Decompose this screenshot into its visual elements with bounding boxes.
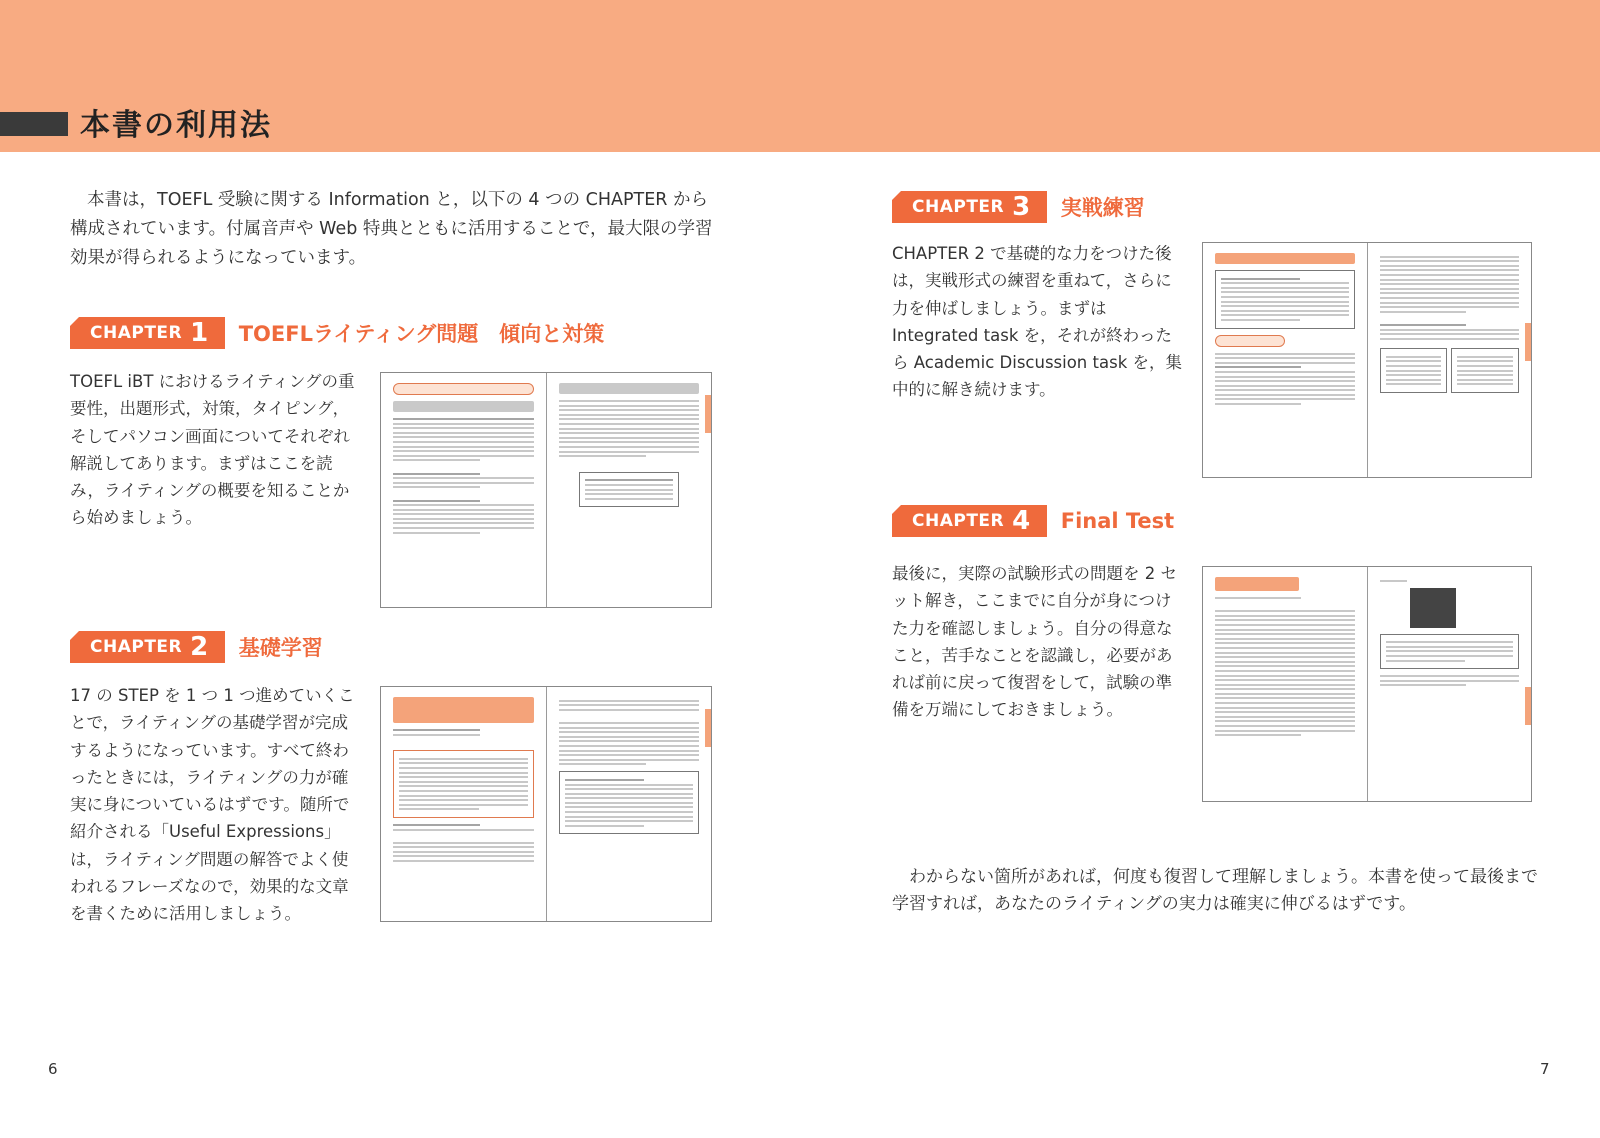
chapter-3-badge [892, 191, 1047, 223]
chapter-2-description: 17 の STEP を 1 つ 1 つ進めていくことで，ライティングの基礎学習が完成するようになっています。すべて終わったときには，ライティングの力が確実に身についているはずです。随所で紹介される「Useful Expressions」は，ライティング問題の解答でよく使われるフレーズなので，効果的な文章を書くために活用しましょう。 [70, 686, 355, 924]
thumbnail-left-page [381, 373, 546, 607]
chapter-1-description: TOEFL iBT におけるライティングの重要性，出題形式，対策，タイピング，そしてパソコン画面についてそれぞれ解説してあります。まずはここを読み，ライティングの概要を知ることから始めましょう。 [70, 372, 355, 528]
chapter-3-header [892, 190, 1145, 224]
chapter-4-spread-thumbnail [1202, 566, 1532, 802]
chapter-word: CHAPTER [912, 511, 1005, 531]
page-number-left: 6 [48, 1060, 58, 1078]
chapter-2-spread-thumbnail [380, 686, 712, 922]
chapter-2-title: 基礎学習 [238, 636, 323, 660]
intro-paragraph: 本書は，TOEFL 受験に関する Information と，以下の 4 つの CHAPTER から構成されています。付属音声や Web 特典とともに活用することで，最大限の学習効果が得られるようになっています。 [70, 190, 713, 268]
chapter-word: CHAPTER [912, 197, 1005, 217]
thumbnail-left-page [1203, 567, 1367, 801]
thumbnail-right-page [1367, 567, 1532, 801]
thumbnail-right-page [546, 373, 712, 607]
closing-paragraph: わからない箇所があれば，何度も復習して理解しましょう。本書を使って最後まで学習すれば，あなたのライティングの実力は確実に伸びるはずです。 [892, 867, 1538, 914]
chapter-word: CHAPTER [90, 637, 183, 657]
chapter-1-spread-thumbnail [380, 372, 712, 608]
chapter-1-badge [70, 317, 225, 349]
chapter-4-badge [892, 505, 1047, 537]
thumbnail-right-page [546, 687, 712, 921]
chapter-3-spread-thumbnail [1202, 242, 1532, 478]
title-marker-bar [0, 112, 68, 136]
chapter-number: 4 [1012, 506, 1031, 536]
chapter-number: 3 [1012, 192, 1031, 222]
page-number-right: 7 [1540, 1060, 1550, 1078]
chapter-3-title: 実戦練習 [1060, 196, 1145, 220]
chapter-2-badge [70, 631, 225, 663]
chapter-word: CHAPTER [90, 323, 183, 343]
chapter-number: 1 [190, 318, 209, 348]
chapter-3-description: CHAPTER 2 で基礎的な力をつけた後は，実戦形式の練習を重ねて，さらに力を伸ばしましょう。まずは Integrated task を，それが終わったら Academic Discussion task を，集中的に解き続けます。 [892, 244, 1182, 400]
chapter-4-title: Final Test [1060, 509, 1175, 533]
chapter-number: 2 [190, 632, 209, 662]
thumbnail-left-page [381, 687, 546, 921]
thumbnail-right-page [1367, 243, 1532, 477]
chapter-4-header [892, 504, 1174, 538]
chapter-1-header [70, 316, 604, 350]
chapter-2-header [70, 630, 323, 664]
chapter-4-description: 最後に，実際の試験形式の問題を 2 セット解き，ここまでに自分が身につけた力を確認しましょう。自分の得意なこと，苦手なことを認識し，必要があれば前に戻って復習をして，試験の準備を万端にしておきましょう。 [892, 564, 1177, 720]
chapter-1-title: TOEFLライティング問題 傾向と対策 [238, 322, 605, 346]
thumbnail-left-page [1203, 243, 1367, 477]
lecture-photo [1410, 588, 1456, 628]
page-title: 本書の利用法 [80, 108, 272, 143]
